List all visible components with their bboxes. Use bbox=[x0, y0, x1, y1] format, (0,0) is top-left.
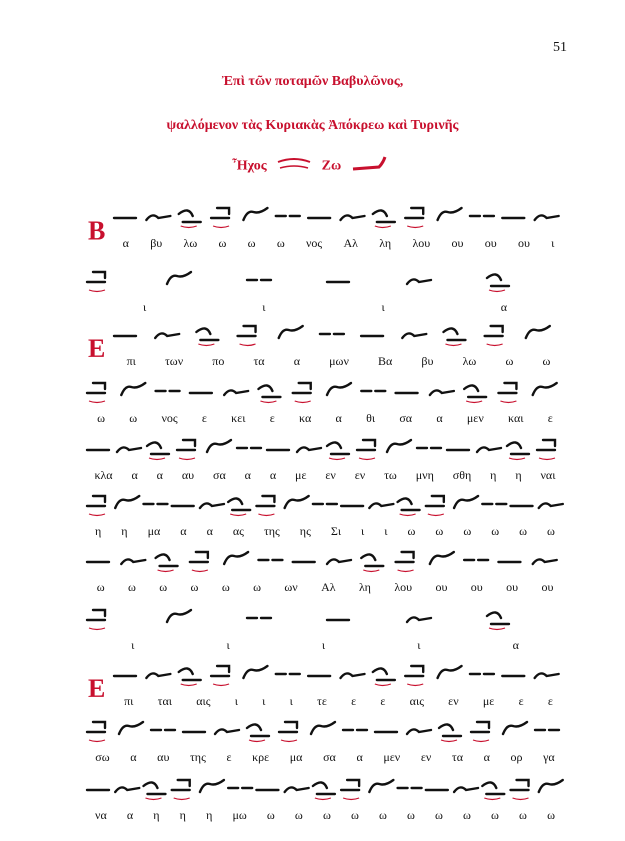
lyrics-line bbox=[85, 580, 565, 595]
neume-icon bbox=[311, 722, 335, 734]
syllable: ω bbox=[266, 808, 275, 822]
syllable: ε bbox=[380, 694, 386, 708]
syllable: ω bbox=[547, 524, 555, 538]
syllable: ων bbox=[284, 580, 298, 594]
mode-signature-icon bbox=[276, 156, 312, 177]
syllable: νος bbox=[161, 411, 178, 425]
syllable: ου bbox=[541, 580, 554, 594]
syllable: ω bbox=[218, 236, 227, 250]
neume-icon bbox=[507, 442, 529, 459]
syllable: ω bbox=[547, 808, 555, 822]
neume-icon bbox=[407, 279, 431, 284]
syllable: η bbox=[179, 808, 186, 822]
syllable: ω bbox=[463, 808, 471, 822]
neume-icon bbox=[207, 440, 231, 452]
syllable: ι bbox=[551, 236, 555, 250]
syllable: α bbox=[130, 750, 137, 764]
neume-icon bbox=[87, 722, 105, 742]
syllable: α bbox=[483, 750, 490, 764]
score-system bbox=[112, 316, 565, 372]
syllable: ω bbox=[247, 236, 256, 250]
syllable: ω bbox=[127, 580, 136, 594]
syllable: λω bbox=[462, 354, 477, 368]
neume-line bbox=[85, 262, 565, 294]
syllable: αυ bbox=[157, 750, 170, 764]
score-system bbox=[85, 373, 565, 429]
syllable: των bbox=[164, 354, 184, 368]
syllable: λου bbox=[394, 580, 413, 594]
syllable: ω bbox=[505, 354, 514, 368]
neume-icon bbox=[471, 722, 489, 742]
neume-icon bbox=[327, 442, 349, 459]
mode-value: Ζω bbox=[321, 158, 342, 174]
neume-icon bbox=[243, 666, 267, 678]
neume-icon bbox=[405, 208, 423, 228]
syllable: α bbox=[500, 300, 507, 314]
syllable: σα bbox=[323, 750, 336, 764]
syllable: ω bbox=[190, 580, 199, 594]
neume-icon bbox=[87, 272, 105, 292]
neume-icon bbox=[533, 559, 557, 564]
syllable: εν bbox=[448, 694, 459, 708]
lyrics-line bbox=[85, 808, 565, 823]
drop-cap: Β bbox=[88, 216, 106, 245]
syllable: α bbox=[206, 524, 213, 538]
lyrics-line bbox=[85, 750, 565, 765]
neume-icon bbox=[215, 729, 239, 734]
neume-icon bbox=[464, 385, 486, 402]
mode-label: Ἦχος bbox=[232, 158, 267, 174]
syllable: αις bbox=[409, 694, 424, 708]
lyrics-line bbox=[112, 354, 565, 369]
syllable: λη bbox=[358, 580, 371, 594]
neume-icon bbox=[430, 390, 454, 395]
mode-line bbox=[0, 155, 625, 178]
syllable: α bbox=[131, 468, 138, 482]
syllable: μεν bbox=[383, 750, 401, 764]
neume-icon bbox=[115, 787, 139, 792]
neume-icon bbox=[438, 208, 462, 220]
syllable: ε bbox=[518, 694, 524, 708]
syllable: ι bbox=[417, 638, 421, 652]
neume-icon bbox=[477, 447, 501, 452]
syllable: η bbox=[515, 468, 522, 482]
syllable: ω bbox=[294, 808, 303, 822]
neume-icon bbox=[87, 496, 105, 516]
drop-cap: Ε bbox=[88, 334, 106, 363]
syllable: α bbox=[122, 236, 129, 250]
syllable: η bbox=[490, 468, 497, 482]
neume-icon bbox=[361, 554, 383, 571]
syllable: η bbox=[206, 808, 213, 822]
score-system bbox=[85, 542, 565, 598]
neume-icon bbox=[121, 559, 145, 564]
neume-icon bbox=[196, 328, 218, 345]
syllable: λη bbox=[379, 236, 392, 250]
neume-icon bbox=[438, 666, 462, 678]
neume-icon bbox=[313, 782, 335, 799]
lyrics-line bbox=[85, 524, 565, 539]
syllable: α bbox=[244, 468, 251, 482]
syllable: σω bbox=[95, 750, 110, 764]
syllable: ι bbox=[384, 524, 388, 538]
syllable: με bbox=[482, 694, 495, 708]
syllable: ω bbox=[491, 524, 500, 538]
neume-icon bbox=[146, 215, 170, 220]
syllable: ης bbox=[299, 524, 311, 538]
syllable: α bbox=[156, 468, 163, 482]
neume-icon bbox=[426, 496, 444, 516]
syllable: α bbox=[269, 468, 277, 482]
syllable: της bbox=[189, 750, 206, 764]
syllable: α bbox=[436, 411, 443, 425]
neume-icon bbox=[156, 554, 178, 571]
syllable: ου bbox=[484, 236, 497, 250]
neume-icon bbox=[117, 447, 141, 452]
syllable: τα bbox=[451, 750, 463, 764]
syllable: ε bbox=[351, 694, 357, 708]
syllable: ω bbox=[96, 580, 105, 594]
syllable: ε bbox=[201, 411, 207, 425]
syllable: και bbox=[508, 411, 524, 425]
neume-line bbox=[112, 198, 565, 230]
neume-line bbox=[112, 656, 565, 688]
syllable: θι bbox=[366, 411, 376, 425]
syllable: να bbox=[95, 808, 107, 822]
syllable: ω bbox=[253, 580, 261, 594]
neume-icon bbox=[405, 666, 423, 686]
neume-line bbox=[85, 486, 565, 518]
neume-icon bbox=[285, 496, 309, 508]
syllable: ω bbox=[542, 354, 551, 368]
syllable: η bbox=[95, 524, 102, 538]
score-system bbox=[85, 486, 565, 542]
neume-icon bbox=[297, 447, 321, 452]
syllable: μων bbox=[329, 354, 349, 368]
syllable: μα bbox=[147, 524, 161, 538]
syllable: λου bbox=[412, 236, 431, 250]
neume-icon bbox=[167, 272, 191, 284]
lyrics-line bbox=[112, 694, 565, 709]
syllable: η bbox=[153, 808, 160, 822]
neume-icon bbox=[503, 722, 527, 734]
syllable: ναι bbox=[540, 468, 556, 482]
syllable: η bbox=[121, 524, 128, 538]
syllable: ω bbox=[519, 808, 527, 822]
neume-icon bbox=[341, 673, 365, 678]
neume-icon bbox=[387, 440, 411, 452]
score-system bbox=[112, 656, 565, 712]
lyrics-line bbox=[85, 468, 565, 483]
neume-line bbox=[85, 770, 565, 802]
neume-icon bbox=[172, 780, 190, 800]
lyrics-line bbox=[112, 236, 565, 251]
syllable: βυ bbox=[150, 236, 163, 250]
drop-cap: Ε bbox=[88, 674, 106, 703]
syllable: ω bbox=[435, 808, 443, 822]
neume-line bbox=[85, 542, 565, 574]
score-system bbox=[112, 198, 565, 254]
syllable: σα bbox=[399, 411, 413, 425]
neume-icon bbox=[396, 552, 414, 572]
hymn-subtitle: ψαλλόμενον τὰς Κυριακὰς Ἀπόκρεω καὶ Τυρινῆς bbox=[166, 118, 459, 133]
neume-icon bbox=[357, 440, 375, 460]
neume-icon bbox=[369, 780, 393, 792]
syllable: με bbox=[295, 468, 307, 482]
neume-line bbox=[85, 712, 565, 744]
syllable: Αλ bbox=[343, 236, 358, 250]
page-number: 51 bbox=[553, 40, 567, 55]
syllable: α bbox=[512, 638, 519, 652]
neume-icon bbox=[258, 385, 280, 402]
neume-icon bbox=[177, 440, 195, 460]
syllable: ι bbox=[234, 694, 238, 708]
syllable: τε bbox=[317, 694, 327, 708]
syllable: α bbox=[356, 750, 363, 764]
syllable: της bbox=[263, 524, 280, 538]
neume-icon bbox=[200, 503, 224, 508]
neume-icon bbox=[279, 722, 297, 742]
syllable: ι bbox=[131, 638, 135, 652]
neume-icon bbox=[341, 780, 359, 800]
neume-line bbox=[85, 373, 565, 405]
syllable: ω bbox=[407, 524, 416, 538]
syllable: αυ bbox=[181, 468, 195, 482]
syllable: αις bbox=[196, 694, 211, 708]
syllable: κρε bbox=[252, 750, 270, 764]
syllable: ω bbox=[406, 808, 415, 822]
syllable: ορ bbox=[510, 750, 523, 764]
syllable: ω bbox=[378, 808, 387, 822]
syllable: ω bbox=[97, 411, 106, 425]
syllable: μεν bbox=[466, 411, 484, 425]
syllable: ται bbox=[157, 694, 172, 708]
syllable: ε bbox=[226, 750, 232, 764]
syllable: Σι bbox=[330, 524, 342, 538]
neume-icon bbox=[179, 210, 201, 227]
neume-icon bbox=[327, 383, 351, 395]
syllable: ας bbox=[232, 524, 244, 538]
neume-icon bbox=[526, 326, 550, 338]
syllable: πο bbox=[212, 354, 225, 368]
neume-icon bbox=[369, 503, 393, 508]
neume-icon bbox=[247, 724, 269, 741]
neume-icon bbox=[341, 215, 365, 220]
syllable: ω bbox=[276, 236, 285, 250]
syllable: νος bbox=[306, 236, 323, 250]
syllable: α bbox=[335, 411, 342, 425]
neume-icon bbox=[211, 208, 229, 228]
score-system bbox=[85, 712, 565, 768]
neume-icon bbox=[539, 503, 563, 508]
neume-icon bbox=[224, 390, 248, 395]
syllable: τα bbox=[253, 354, 265, 368]
syllable: α bbox=[180, 524, 187, 538]
score-system bbox=[85, 430, 565, 486]
neume-icon bbox=[407, 729, 431, 734]
syllable: α bbox=[126, 808, 134, 822]
neume-icon bbox=[224, 552, 248, 564]
syllable: μα bbox=[289, 750, 303, 764]
syllable: ι bbox=[361, 524, 365, 538]
syllable: ω bbox=[491, 808, 499, 822]
score-system bbox=[85, 600, 565, 656]
neume-icon bbox=[211, 666, 229, 686]
syllable: ω bbox=[435, 524, 444, 538]
neume-icon bbox=[535, 215, 559, 220]
score-system bbox=[85, 770, 565, 826]
neume-icon bbox=[87, 610, 105, 630]
syllable: ι bbox=[381, 300, 385, 314]
neume-icon bbox=[407, 617, 431, 622]
syllable: εν bbox=[420, 750, 432, 764]
syllable: κα bbox=[299, 411, 312, 425]
neume-line bbox=[112, 316, 565, 348]
neume-icon bbox=[327, 559, 351, 564]
neume-icon bbox=[439, 724, 461, 741]
neume-icon bbox=[487, 612, 509, 629]
syllable: ω bbox=[322, 808, 331, 822]
neume-icon bbox=[147, 442, 169, 459]
neume-icon bbox=[238, 326, 256, 346]
syllable: ε bbox=[547, 694, 553, 708]
syllable: ω bbox=[129, 411, 138, 425]
neume-line bbox=[85, 430, 565, 462]
neume-icon bbox=[398, 498, 420, 515]
syllable: ου bbox=[470, 580, 483, 594]
syllable: εν bbox=[325, 468, 336, 482]
neume-icon bbox=[115, 496, 139, 508]
syllable: ι bbox=[226, 638, 230, 652]
syllable: ω bbox=[159, 580, 168, 594]
neume-icon bbox=[179, 668, 201, 685]
neume-icon bbox=[143, 782, 165, 799]
syllable: βυ bbox=[421, 354, 434, 368]
mode-martyria-icon bbox=[351, 155, 387, 178]
neume-icon bbox=[537, 440, 555, 460]
syllable: ι bbox=[143, 300, 147, 314]
neume-icon bbox=[487, 274, 509, 291]
neume-icon bbox=[430, 552, 454, 564]
syllable: ι bbox=[262, 694, 266, 708]
neume-icon bbox=[190, 552, 208, 572]
neume-icon bbox=[119, 722, 143, 734]
neume-icon bbox=[402, 333, 426, 338]
neume-icon bbox=[535, 673, 559, 678]
neume-icon bbox=[533, 383, 557, 395]
syllable: σθη bbox=[452, 468, 472, 482]
neume-icon bbox=[285, 787, 309, 792]
neume-line bbox=[85, 600, 565, 632]
neume-icon bbox=[454, 496, 478, 508]
syllable: ω bbox=[221, 580, 230, 594]
syllable: πι bbox=[126, 354, 136, 368]
syllable: γα bbox=[543, 750, 555, 764]
score-system bbox=[85, 262, 565, 318]
hymn-title: Ἐπὶ τῶν ποταμῶν Βαβυλῶνος, bbox=[221, 74, 404, 89]
neume-icon bbox=[121, 383, 145, 395]
syllable: Αλ bbox=[321, 580, 336, 594]
syllable: κει bbox=[231, 411, 246, 425]
lyrics-line bbox=[85, 638, 565, 653]
neume-icon bbox=[454, 787, 478, 792]
syllable: Βα bbox=[378, 354, 393, 368]
neume-icon bbox=[539, 780, 563, 792]
syllable: ε bbox=[547, 411, 553, 425]
neume-icon bbox=[87, 383, 105, 403]
syllable: κλα bbox=[94, 468, 113, 482]
syllable: ω bbox=[350, 808, 359, 822]
neume-icon bbox=[167, 610, 191, 622]
syllable: ου bbox=[435, 580, 448, 594]
neume-icon bbox=[485, 326, 503, 346]
neume-icon bbox=[146, 673, 170, 678]
neume-icon bbox=[443, 328, 465, 345]
syllable: ω bbox=[519, 524, 528, 538]
neume-icon bbox=[293, 383, 311, 403]
syllable: ου bbox=[451, 236, 464, 250]
neume-icon bbox=[256, 496, 274, 516]
syllable: ι bbox=[289, 694, 293, 708]
neume-icon bbox=[373, 210, 395, 227]
syllable: ου bbox=[517, 236, 530, 250]
syllable: πι bbox=[124, 694, 134, 708]
neume-icon bbox=[243, 208, 267, 220]
syllable: ε bbox=[269, 411, 275, 425]
syllable: ι bbox=[321, 638, 326, 652]
neume-icon bbox=[200, 780, 224, 792]
neume-icon bbox=[228, 498, 250, 515]
syllable: τω bbox=[384, 468, 397, 482]
syllable: μω bbox=[232, 808, 247, 822]
lyrics-line bbox=[85, 300, 565, 315]
neume-icon bbox=[155, 333, 179, 338]
neume-icon bbox=[498, 383, 516, 403]
syllable: ι bbox=[262, 300, 266, 314]
neume-icon bbox=[482, 782, 504, 799]
syllable: μνη bbox=[415, 468, 434, 482]
syllable: α bbox=[293, 354, 300, 368]
syllable: εν bbox=[354, 468, 366, 482]
syllable: λω bbox=[183, 236, 198, 250]
syllable: ου bbox=[506, 580, 519, 594]
syllable: ω bbox=[463, 524, 472, 538]
neume-icon bbox=[279, 326, 303, 338]
lyrics-line bbox=[85, 411, 565, 426]
neume-icon bbox=[373, 668, 395, 685]
syllable: σα bbox=[212, 468, 226, 482]
neume-icon bbox=[511, 780, 529, 800]
